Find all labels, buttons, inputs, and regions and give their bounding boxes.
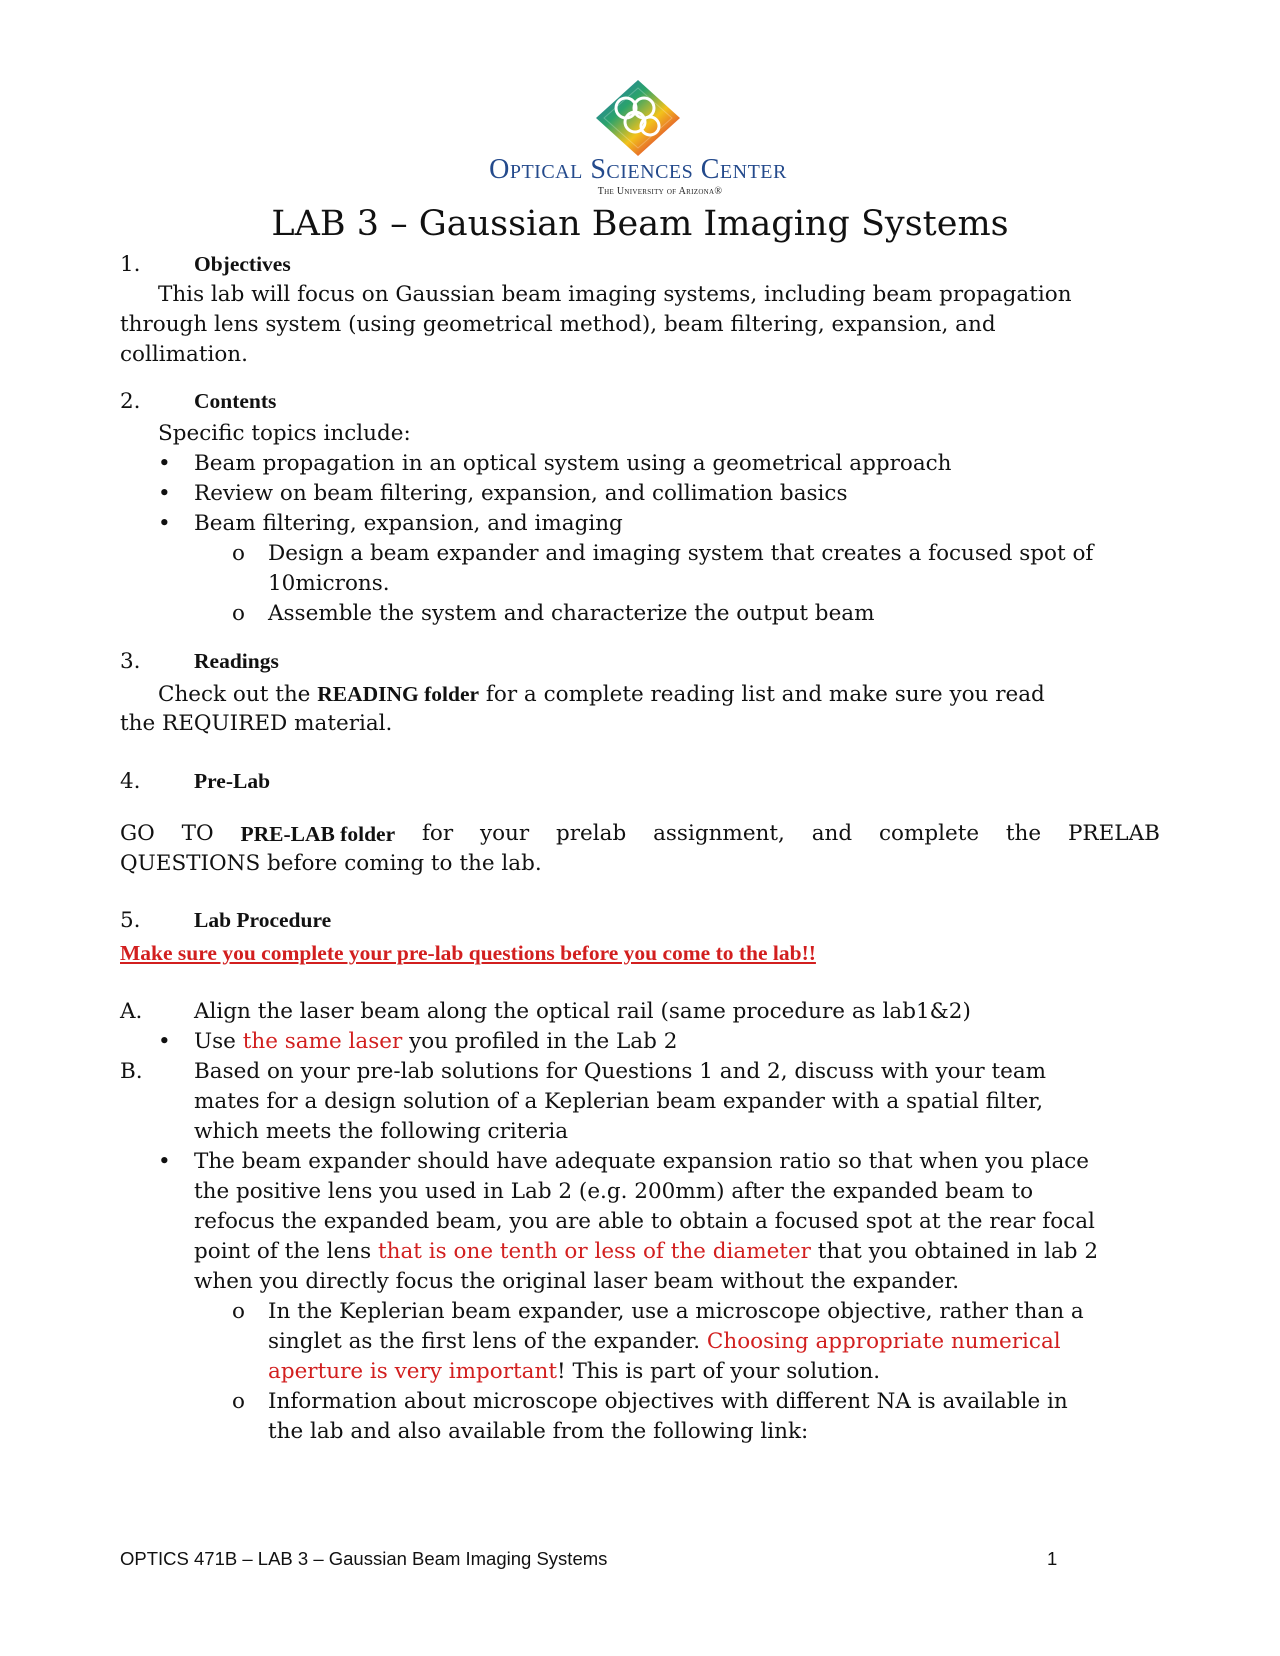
sub-bullet-icon: o [232, 541, 245, 566]
one-tenth-diameter-highlight: that is one tenth or less of the diameter [378, 1239, 811, 1264]
readings-line-1-pre: Check out the [158, 682, 318, 707]
prelab-folder-reference: PRE-LAB folder [240, 822, 396, 846]
bullet-icon: • [158, 481, 171, 506]
step-b-bullet-line-3: refocus the expanded beam, you are able to obtain a focused spot at the rear focal [194, 1209, 1095, 1234]
procedure-heading: Lab Procedure [194, 908, 332, 932]
step-b-letter: B. [120, 1059, 143, 1084]
document-title: LAB 3 – Gaussian Beam Imaging Systems [271, 204, 1009, 244]
objectives-line-3: collimation. [120, 342, 248, 367]
contents-sub-bullet-2-text: Assemble the system and characterize the output beam [268, 601, 875, 626]
bullet-icon: • [158, 511, 171, 536]
footer-document-title: OPTICS 471B – LAB 3 – Gaussian Beam Imaging Systems [120, 1548, 608, 1569]
step-b-sub-bullet-1-line-1: In the Keplerian beam expander, use a microscope objective, rather than a [268, 1299, 1084, 1324]
objectives-number: 1. [120, 252, 141, 277]
readings-heading: Readings [194, 649, 279, 673]
step-b-sub-bullet-1-line-2 [268, 1327, 1061, 1357]
readings-line-1 [158, 679, 1045, 710]
osc-diamond-logo-icon [594, 78, 682, 158]
contents-intro: Specific topics include: [158, 421, 411, 446]
contents-sub-bullet-1-cont: 10microns. [268, 571, 390, 596]
prelab-word: complete [878, 821, 980, 846]
contents-bullet-1-text: Beam propagation in an optical system using a geometrical approach [194, 451, 952, 476]
step-b-line-2: mates for a design solution of a Keplerian beam expander with a spatial filter, [194, 1089, 1044, 1114]
prelab-word: prelab [556, 821, 627, 846]
sub-bullet-1-line-2-pre: singlet as the first lens of the expander. [268, 1329, 707, 1354]
step-b-sub-bullet-2-line-2: the lab and also available from the following link: [268, 1419, 809, 1444]
bullet-icon: • [158, 1029, 171, 1054]
readings-line-2: the REQUIRED material. [120, 711, 393, 736]
sub-bullet-1-line-3-post: ! This is part of your solution. [556, 1359, 881, 1384]
prelab-line-1 [120, 819, 1160, 849]
prelab-word: PRELAB [1067, 821, 1160, 846]
prelab-line-2: QUESTIONS before coming to the lab. [120, 851, 542, 876]
contents-bullet-2-text: Review on beam filtering, expansion, and collimation basics [194, 481, 848, 506]
bullet-icon: • [158, 1149, 171, 1174]
prelab-word: TO [181, 821, 214, 846]
step-b-line-3: which meets the following criteria [194, 1119, 569, 1144]
logo-name: Optical Sciences Center [489, 154, 787, 185]
step-a-text: Align the laser beam along the optical rail (same procedure as lab1&2) [194, 999, 971, 1024]
step-b-bullet-line-4-pre: point of the lens [194, 1239, 378, 1264]
step-b-bullet-line-4-post: that you obtained in lab 2 [810, 1239, 1099, 1264]
objectives-line-1: This lab will focus on Gaussian beam imaging systems, including beam propagation [158, 282, 1072, 307]
objectives-line-2: through lens system (using geometrical method), beam filtering, expansion, and [120, 312, 996, 337]
step-b-bullet-line-4 [194, 1237, 1098, 1267]
step-a-bullet-pre: Use [194, 1029, 243, 1054]
objectives-heading: Objectives [194, 252, 291, 276]
prelab-heading: Pre-Lab [194, 769, 271, 793]
footer-page-number: 1 [1047, 1548, 1058, 1569]
step-b-bullet-line-1: The beam expander should have adequate expansion ratio so that when you place [194, 1149, 1090, 1174]
bullet-icon: • [158, 451, 171, 476]
numerical-aperture-highlight: Choosing appropriate numerical [706, 1329, 1061, 1354]
prelab-word: and [811, 821, 853, 846]
readings-number: 3. [120, 649, 141, 674]
step-b-bullet-line-5: when you directly focus the original laser beam without the expander. [194, 1269, 960, 1294]
sub-bullet-icon: o [232, 1299, 245, 1324]
step-a-letter: A. [120, 999, 143, 1024]
sub-bullet-icon: o [232, 1389, 245, 1414]
prelab-word: GO [120, 821, 155, 846]
prelab-word: for [421, 821, 454, 846]
same-laser-highlight: the same laser [242, 1029, 403, 1054]
step-b-sub-bullet-1-line-3 [268, 1357, 880, 1387]
prelab-word: your [479, 821, 530, 846]
logo-subtitle: The University of Arizona® [597, 186, 723, 197]
step-a-bullet-text [194, 1027, 677, 1057]
step-a-bullet-post: you profiled in the Lab 2 [402, 1029, 678, 1054]
contents-heading: Contents [194, 389, 277, 413]
optical-sciences-center-logo [478, 70, 798, 202]
procedure-number: 5. [120, 908, 141, 933]
reading-folder-reference: READING folder [317, 682, 480, 706]
prelab-word: assignment, [653, 821, 785, 846]
aperture-important-highlight: aperture is very important [268, 1359, 557, 1384]
readings-line-1-post: for a complete reading list and make sure you read [479, 682, 1045, 707]
sub-bullet-icon: o [232, 601, 245, 626]
step-b-sub-bullet-2-line-1: Information about microscope objectives with different NA is available in [268, 1389, 1068, 1414]
prelab-warning: Make sure you complete your pre-lab questions before you come to the lab!! [120, 941, 816, 965]
contents-sub-bullet-1-text: Design a beam expander and imaging system that creates a focused spot of [268, 541, 1094, 566]
contents-number: 2. [120, 389, 141, 414]
prelab-word: the [1005, 821, 1042, 846]
prelab-number: 4. [120, 769, 141, 794]
step-b-bullet-line-2: the positive lens you used in Lab 2 (e.g. 200mm) after the expanded beam to [194, 1179, 1034, 1204]
contents-bullet-3-text: Beam filtering, expansion, and imaging [194, 511, 623, 536]
step-b-line-1: Based on your pre-lab solutions for Questions 1 and 2, discuss with your team [194, 1059, 1047, 1084]
